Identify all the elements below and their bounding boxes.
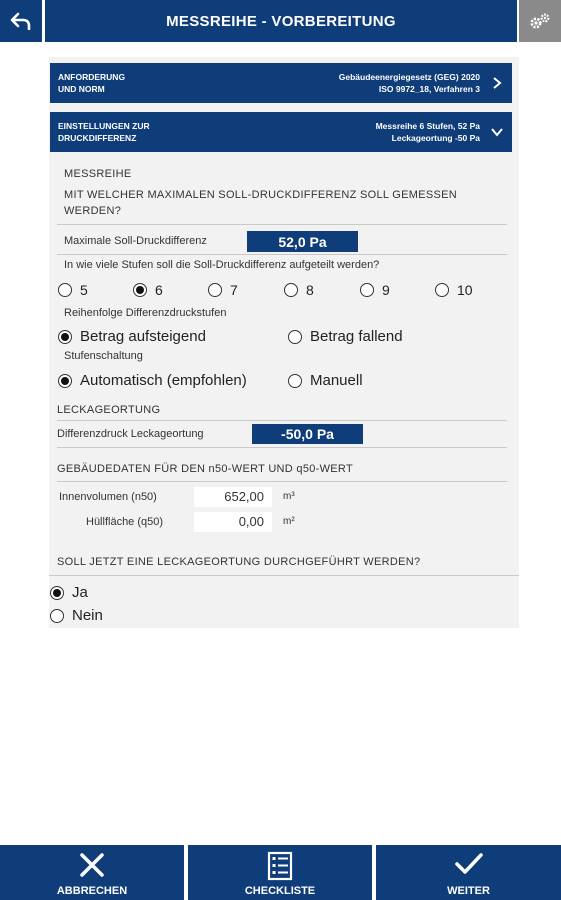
radio-circle-selected [50,586,64,600]
leckage-question: SOLL JETZT EINE LECKAGEORTUNG DURCHGEFÜHRT WERDEN? [57,556,421,568]
back-button[interactable] [0,0,42,42]
reihenfolge-label: Reihenfolge Differenzdruckstufen [64,307,227,319]
back-arrow-icon [10,12,32,30]
requirement-bar-label: ANFORDERUNG UND NORM [58,72,126,94]
radio-circle [360,283,374,297]
gear-icon [528,11,552,31]
leckage-heading: LECKAGEORTUNG [57,404,161,416]
divider [57,447,507,448]
radio-circle-selected [58,330,72,344]
pressure-settings-bar[interactable] [50,112,512,152]
pressure-settings-label: EINSTELLUNGEN ZUR DRUCKDIFFERENZ [58,121,150,143]
checklist-label: CHECKLISTE [244,885,316,897]
divider [57,224,507,225]
huellflaeche-input[interactable]: 0,00 [194,512,272,532]
messreihe-question-line1: MIT WELCHER MAXIMALEN SOLL-DRUCKDIFFERENZ SOLL GEMESSEN [64,189,458,201]
radio-stufen-10[interactable]: 10 [435,282,473,298]
messreihe-question-line2: WERDEN? [64,205,122,217]
chevron-right-icon [490,76,504,90]
radio-circle [208,283,222,297]
innenvolumen-label: Innenvolumen (n50) [59,491,157,503]
checklist-icon [267,851,293,881]
requirement-bar[interactable] [50,63,512,103]
radio-betrag-aufsteigend[interactable]: Betrag aufsteigend [58,328,206,345]
radio-circle [288,374,302,388]
radio-circle [284,283,298,297]
next-button[interactable] [376,845,561,900]
page-title: MESSREIHE - VORBEREITUNG [45,0,517,42]
radio-stufen-8[interactable]: 8 [284,282,314,298]
huellflaeche-unit: m² [283,516,295,527]
divider [57,254,507,255]
radio-manuell[interactable]: Manuell [288,372,363,389]
max-pressure-label: Maximale Soll-Druckdifferenz [64,235,207,247]
radio-circle-selected [58,374,72,388]
next-label: WEITER [447,885,490,897]
settings-panel [49,57,519,628]
innenvolumen-unit: m³ [283,491,295,502]
divider [57,420,507,421]
innenvolumen-input[interactable]: 652,00 [194,487,272,507]
chevron-down-icon [490,125,504,139]
leckage-diff-label: Differenzdruck Leckageortung [57,428,204,440]
divider [57,481,507,482]
cancel-button[interactable] [0,845,184,900]
radio-circle [288,330,302,344]
divider [49,575,519,576]
radio-ja[interactable]: Ja [50,584,88,601]
messreihe-heading: MESSREIHE [64,168,132,180]
radio-circle [435,283,449,297]
radio-stufen-9[interactable]: 9 [360,282,390,298]
leckage-diff-value[interactable]: -50,0 Pa [252,424,363,444]
stufenschaltung-label: Stufenschaltung [64,350,143,362]
huellflaeche-label: Hüllfläche (q50) [86,516,164,528]
radio-betrag-fallend[interactable]: Betrag fallend [288,328,403,345]
requirement-bar-summary: Gebäudeenergiegesetz (GEG) 2020 ISO 9972_18, Verfahren 3 [338,72,480,94]
stufen-question: In wie viele Stufen soll die Soll-Druckdifferenz aufgeteilt werden? [64,259,380,271]
radio-stufen-7[interactable]: 7 [208,282,238,298]
max-pressure-value[interactable]: 52,0 Pa [247,231,358,252]
radio-circle-selected [133,283,147,297]
checkmark-icon [454,851,484,877]
top-bar [0,0,561,42]
radio-stufen-5[interactable]: 5 [58,282,88,298]
radio-automatisch[interactable]: Automatisch (empfohlen) [58,372,247,389]
close-icon [78,851,106,879]
settings-button[interactable] [519,0,561,42]
radio-circle [58,283,72,297]
radio-circle [50,609,64,623]
radio-nein[interactable]: Nein [50,607,103,624]
pressure-settings-summary: Messreihe 6 Stufen, 52 Pa Leckageortung -50 Pa [375,121,480,143]
cancel-label: ABBRECHEN [56,885,128,897]
checklist-button[interactable] [188,845,372,900]
radio-stufen-6[interactable]: 6 [133,282,163,298]
gebaeude-heading: GEBÄUDEDATEN FÜR DEN n50-WERT UND q50-WERT [57,463,353,475]
